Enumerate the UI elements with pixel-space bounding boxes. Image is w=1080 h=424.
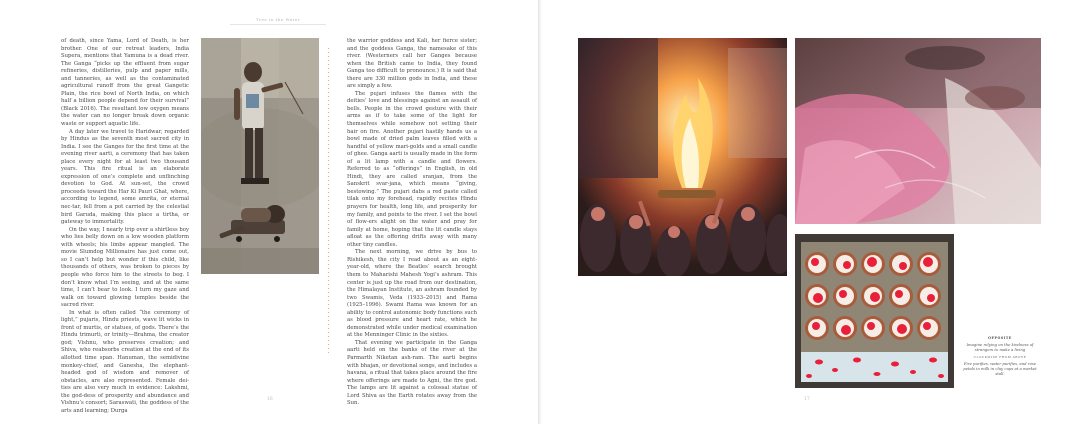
running-head: Tree in the Water — [255, 17, 301, 22]
paragraph: In what is often called “the ceremony of light,” pujaris, Hindu priests, wave lit wicks in front of murtis, or statues, of gods. There’s the Hindu trimurti, or trinity—Brahma, the creator god; Vishnu, who preserves creation; and Shiva, who reabsorbs creation at the end of its allotted time span. Hanuman, the semidivine monkey-chief, and Ganesha, the elephant-headed god of wisdom and remover of obstacles, are also represented. Female dei-ties are also very much in evidence: Lakshmi, the god-dess of prosperity and abundance and Vishnu’s consort; Saraswati, the goddess of the arts and learning; Durga — [61, 309, 189, 414]
caption-label: OPPOSITE — [988, 336, 1012, 340]
paragraph: A day later we travel to Haridwar, regarded by Hindus as the seventh most sacred city in India. I see the Ganges for the first time at the evening river aarti, a ceremony that has taken place every night for at least two thousand years. This fire ritual is an elaborate expression of one’s complete and unflinching devotion to God. At sun-set, the crowd proceeds toward the Har Ki Pauri Ghat, where, according to legend, some amrita, or eternal nec-tar, fell from a pot carried by the celestial bird Garuda, making this place a tirtha, or gateway to immortality. — [61, 128, 189, 226]
decorative-dotted-rule — [328, 48, 329, 356]
paragraph: The pujari infuses the flames with the deities’ love and blessings against an assault of bells. People in the crowd gesture with their arms as if to take some of the light for themselves while somehow not setting their hair on fire. Another pujari hastily hands us a bowl made of dried palm leaves filled with a handful of yellow mari-golds and a small candle of ghee. Ganga aarti is usually made in the form of a lit lamp with a candle and flowers. Referred to as “offerings” in English, in old Hindi, they are called sranjan, from the Sanskrit svar-jana, which means “giving, bestowing.” The pujari dabs a red paste called tilak onto my forehead, rapidly recites Hindu prayers for health, long life, and prosperity for my family, and points to the river. I set the bowl of flow-ers alight on the water and pray for family at home, hoping that the lit candle stays afloat as the offering drifts away with many other tiny candles. — [347, 90, 477, 248]
caption-text-secondary: Fire purifies, water purifies, and rose petals in milk in clay cups at a market stall. — [963, 361, 1037, 376]
paragraph: the warrior goddess and Kali, her fierce sister; and the goddess Ganga, the namesake of this river. (Westerners call her Ganges because when the British came to India, they found Ganga too difficult to pronounce.) It is said that there are 330 million gods in India, and these are simply a few. — [347, 38, 477, 90]
page-number-right: 17 — [804, 397, 810, 402]
photo-rose-milk-cups — [795, 234, 954, 388]
running-head-rule — [230, 24, 326, 25]
left-text-column — [61, 38, 189, 415]
page-gutter — [538, 0, 542, 424]
photo-pink-sari-water — [795, 38, 1041, 224]
photo-boy-on-cart — [201, 38, 319, 274]
paragraph: The next morning, we drive by bus to Rishikesh, the city I read about as an eight-year-old, where the Beatles’ search brought them to Maharishi Mahesh Yogi’s ashram. This center is just up the road from our destination, the Himalayan Institute, an ashram founded by two Swamis, Veda (1933–2015) and Rama (1925–1996). Swami Rama was known for an ability to control autonomic body functions such as blood pressure and heart rate, which he demonstrated while under medical examination at the Menninger Clinic in the sixties. — [347, 249, 477, 339]
paragraph: of death, since Yama, Lord of Death, is her brother. One of our retreat leaders, India Supera, mentions that Yamuna is a dead river. The Ganga “picks up the effluent from sugar refineries, distilleries, pulp and paper mills, and tanneries, as well as the contaminated agricultural runoff from the great Gangetic Plain, the rice bowl of North India, on which half a billion people depend for their survival” (Black 2016). The resultant low oxygen means the water can no longer break down organic waste or support aquatic life. — [61, 38, 189, 128]
photo-fire-ceremony — [578, 38, 787, 276]
caption-credit: CLOCKWISE FROM ABOVE — [973, 355, 1027, 359]
paragraph: On the way, I nearly trip over a shirtless boy who lies belly down on a low wooden platform with wheels; his limbs appear mangled. The movie Slumdog Millionaire has just come out, so I can’t help but wonder if this child, like thousands of others, was broken to pieces by people who force him to the streets to beg. I don’t know what I’m seeing, and at the same time, I can’t bear to look. I turn my gaze and walk on toward glowing temples beside the sacred river. — [61, 226, 189, 309]
right-text-column — [347, 38, 477, 408]
paragraph: That evening we participate in the Ganga aarti held on the banks of the river at the Parmarth Niketan ash-ram. The aarti begins with bhajan, or devotional songs, and includes a havana, a ritual that takes place around the fire where offerings are made to Agni, the fire god. The lamps are lit against a colossal statue of Lord Shiva as the Earth rotates away from the Sun. — [347, 339, 477, 407]
page-number-left: 16 — [267, 397, 273, 402]
photo-caption — [960, 336, 1040, 376]
caption-text: Imagine relying on the kindness of strangers to make a living — [966, 342, 1034, 352]
